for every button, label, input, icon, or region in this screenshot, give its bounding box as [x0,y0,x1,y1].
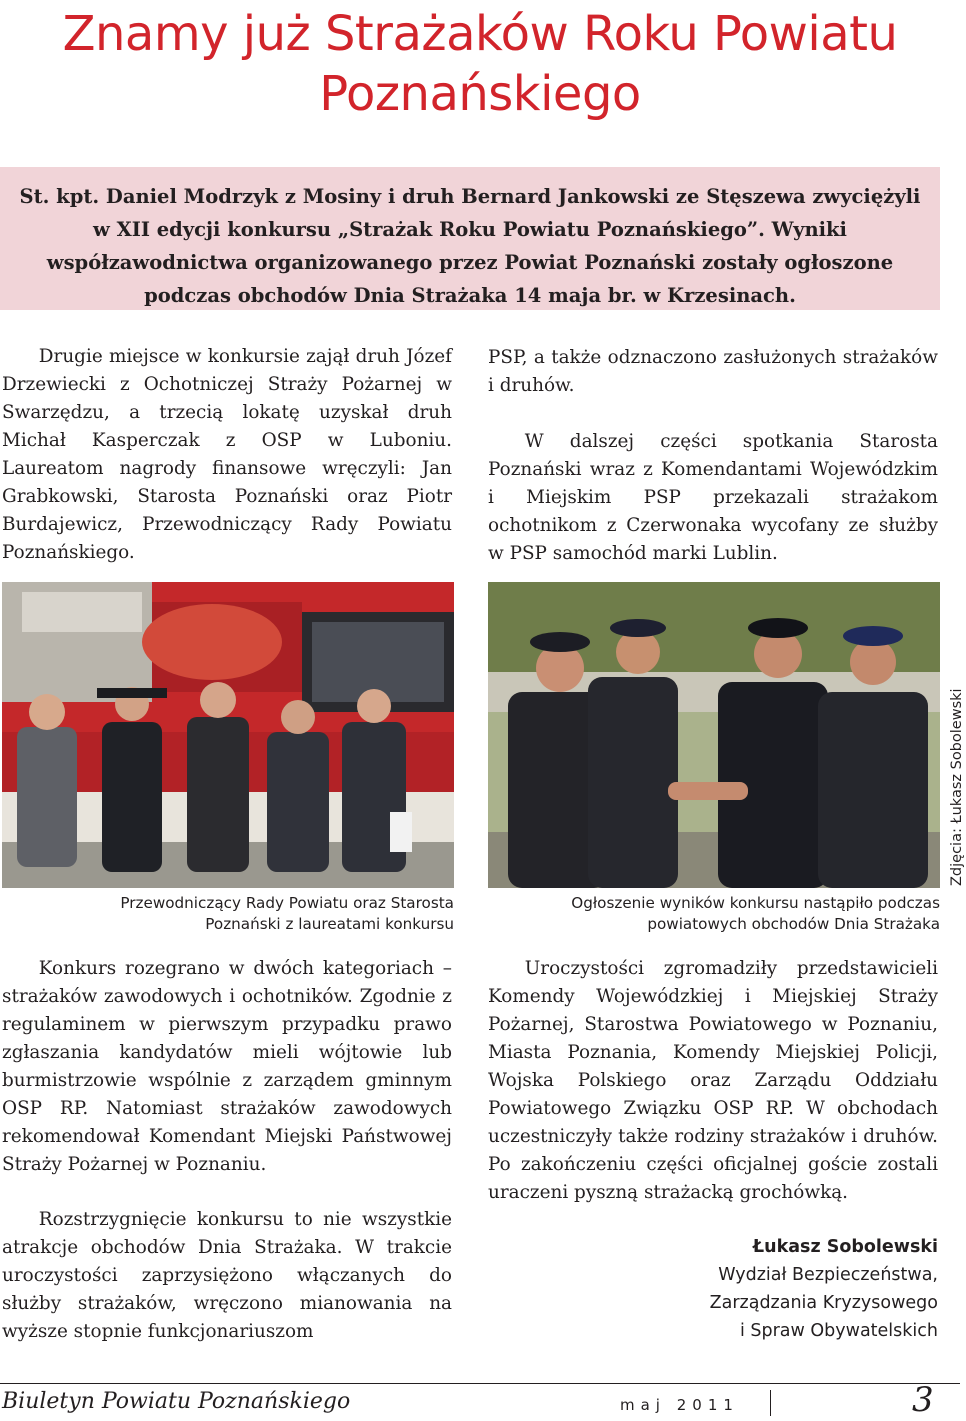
column-right-top [488,344,938,568]
lead-paragraph: St. kpt. Daniel Modrzyk z Mosiny i druh Bernard Jankowski ze Stęszewa zwyciężyli w XII edycji konkursu „Strażak Roku Powiatu Poznańskiego”. Wyniki współzawodnictwa organizowanego przez Powiat Poznański zostały ogłoszone podczas obchodów Dnia Strażaka 14 maja br. w Krzesinach. [0,167,940,310]
footer-separator [770,1390,771,1416]
footer-divider [0,1383,960,1384]
paragraph: Rozstrzygnięcie konkursu to nie wszystkie atrakcje obchodów Dnia Strażaka. W trakcie uroczystości zaprzysiężono włączanych do służby strażaków, wręczono mianowania na wyższe stopnie funkcjonariuszom [2,1209,452,1342]
caption-line: Poznański z laureatami konkursu [205,915,454,933]
photo-credit: Zdjęcia: Łukasz Sobolewski [949,688,965,886]
publication-name: Biuletyn Powiatu Poznańskiego [2,1389,351,1414]
author-signature [560,1233,938,1345]
column-left-top [2,343,452,567]
paragraph: Uroczystości zgromadziły przedstawicieli Komendy Wojewódzkiej i Miejskiej Straży Pożarnej, Starostwa Powiatowego w Poznaniu, Miasta Poznania, Komendy Miejskiej Policji, Wojska Polskiego oraz Zarządu Oddziału Powiatowego Związku OSP RP. W obchodach uczestniczyły także rodziny strażaków i druhów. Po zakończeniu części oficjalnej goście zostali uraczeni pyszną strażacką grochówką. [488,958,938,1203]
author-name: Łukasz Sobolewski [752,1237,938,1257]
caption-line: powiatowych obchodów Dnia Strażaka [647,915,940,933]
paragraph: PSP, a także odznaczono zasłużonych strażaków i druhów. [488,347,938,396]
photo-laureates [2,582,454,888]
article-title-line1: Znamy już Strażaków Roku Powiatu [62,6,898,62]
issue-date: maj 2011 [620,1396,739,1414]
column-right-bottom [488,955,938,1207]
paragraph: W dalszej części spotkania Starosta Poznański wraz z Komendantami Wojewódzkim i Miejskim PSP przekazali strażakom ochotnikom z Czerwonaka wycofany ze służby w PSP samochód marki Lublin. [488,431,938,564]
author-department: Zarządzania Kryzysowego [709,1293,938,1313]
paragraph: Konkurs rozegrano w dwóch kategoriach – strażaków zawodowych i ochotników. Zgodnie z regulaminem w pierwszym przypadku prawo zgłaszania kandydatów mieli wójtowie lub burmistrzowie wspólnie z zarządem gminnym OSP RP. Natomiast strażaków zawodowych rekomendował Komendant Miejski Państwowej Straży Pożarnej w Poznaniu. [2,958,452,1175]
article-title-line2: Poznańskiego [319,66,641,122]
author-department: Wydział Bezpieczeństwa, [718,1265,938,1285]
photo-ceremony [488,582,940,888]
paragraph: Drugie miejsce w konkursie zajął druh Józef Drzewiecki z Ochotniczej Straży Pożarnej w Swarzędzu, a trzecią lokatę uzyskał druh Michał Kasperczak z OSP w Luboniu. Laureatom nagrody finansowe wręczyli: Jan Grabkowski, Starosta Poznański oraz Piotr Burdajewicz, Przewodniczący Rady Powiatu Poznańskiego. [2,346,452,563]
author-department: i Spraw Obywatelskich [739,1321,938,1341]
article-title [0,4,960,124]
column-left-bottom [2,955,452,1179]
photo-laureates-caption [2,893,454,935]
caption-line: Przewodniczący Rady Powiatu oraz Starosta [120,894,454,912]
column-left-bottom-2 [2,1206,452,1346]
photo-ceremony-caption [488,893,940,935]
photo-ceremony-image [488,582,940,888]
page-number: 3 [912,1380,934,1420]
photo-laureates-image [2,582,454,888]
caption-line: Ogłoszenie wyników konkursu nastąpiło podczas [571,894,940,912]
